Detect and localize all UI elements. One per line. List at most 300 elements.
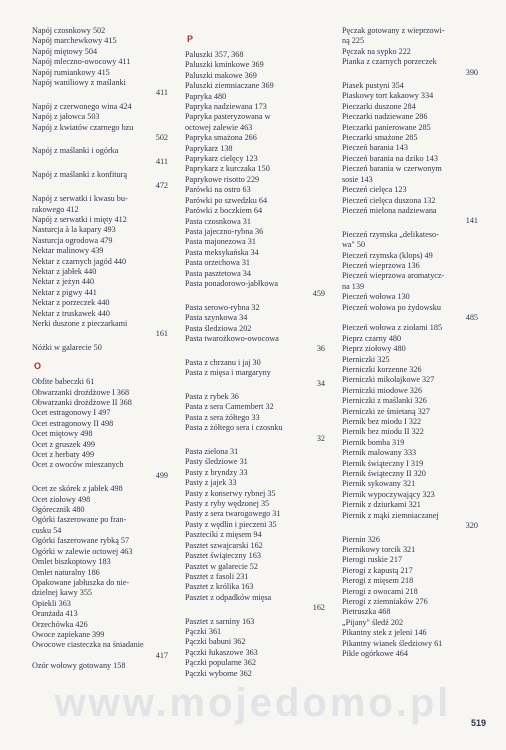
index-entry [185,358,325,368]
page-number: 519 [470,718,486,728]
index-entry [185,237,325,247]
index-entry [185,60,325,70]
index-entry-text: Paluszki ziemniaczane 369 [185,81,274,91]
index-entry [185,112,325,133]
index-entry-text: Pieczeń barania 143 [342,143,408,153]
index-entry [32,36,168,46]
index-entry [32,377,168,387]
index-entry [185,144,325,154]
index-entry [185,92,325,102]
index-entry-text: Pierniczki z maślanki 326 [342,396,427,406]
index-entry [342,47,478,57]
index-entry-page: 411 [156,88,168,98]
index-entry-text: Omlet naturalny 186 [32,567,100,577]
index-entry-text: Pierogi z ziemniaków 276 [342,596,428,606]
index-entry-text: Pasta z mięsa i margaryny [185,368,271,378]
section-letter: O [34,361,42,372]
index-entry-text: Owocowe ciasteczka na śniadanie [32,640,144,650]
index-entry [32,578,168,599]
index-entry-text: Pianka z czarnych porzeczek [342,57,437,67]
index-entry [342,355,478,365]
index-entry-text: Pikle ogórkowe 464 [342,648,408,658]
index-entry [185,457,325,467]
index-entry [32,620,168,630]
index-entry [185,413,325,423]
index-entry-text: Pasztet z odpadków mięsa [185,592,272,602]
index-entry-text: Pieczarki duszone 284 [342,101,416,111]
index-entry [32,68,168,78]
index-entry-text: Orzechówka 426 [32,619,88,629]
index-entry [185,627,325,637]
index-entry-text: Ogórki faszerowane rybką 57 [32,536,130,546]
index-entry-text: Piernik sykowany 321 [342,479,416,489]
index-entry [342,587,478,597]
index-entry-text: Nerki duszone z pieczarkami [32,318,128,328]
index-entry [342,459,478,469]
index-entry-text: Napój z kwiatów czarnego bzu [32,122,134,132]
index-entry-text: Pasty śledziowe 31 [185,457,248,467]
index-entry-text: Pasztet świąteczny 163 [185,551,261,561]
index-entry [185,593,325,603]
index-entry-text: Pasty z jajek 33 [185,478,237,488]
index-entry-text: Piernik z dziurkami 321 [342,500,421,510]
index-entry [342,649,478,659]
index-entry-page: 472 [155,180,168,190]
index-entry-text: Piernik bez miodu II 322 [342,427,424,437]
index-entry-text: Pasta z żółtego sera i czosnku [185,423,283,433]
index-entry [32,484,168,494]
index-entry [185,368,325,378]
index-entry-page: 502 [155,133,168,143]
index-entry-text: Paluszki 357, 368 [185,50,244,59]
index-entry-text: Papryka 480 [185,91,227,101]
index-column-2 [185,26,325,679]
index-entry [342,607,478,617]
index-entry-text: Paprykarz z kurczaka 150 [185,164,270,174]
index-entry-text: Pieczeń barania w czerwonym sosie 143 [342,164,442,184]
index-entry [32,450,168,460]
index-entry [32,288,168,298]
index-entry-text: Pączki babuni 362 [185,637,246,647]
index-entry [32,609,168,619]
index-entry [342,407,478,417]
index-entry-text: Ocet ziołowy 498 [32,494,91,504]
index-entry-text: Pierogi z mięsem 218 [342,576,414,586]
index-entry-page: 162 [312,603,325,613]
index-entry-text: Piasek pustyni 354 [342,81,404,91]
index-entry [342,185,478,195]
index-entry-text: Pączki popularne 362 [185,658,256,668]
index-entry-text: Pieczeń mielona nadziewana [342,205,437,215]
index-entry-text: Napój z jałowca 503 [32,112,100,122]
index-entry [32,267,168,277]
index-entry-page: 390 [465,67,478,77]
index-entry-text: Pietruszka 468 [342,607,391,617]
index-entry-text: Napój waniliowy z maślanki [32,78,126,88]
index-entry-page: 459 [312,289,325,299]
index-entry [342,576,478,586]
index-entry-text: Parówki po szwedzku 64 [185,195,268,205]
index-entry [342,91,478,101]
index-entry-text: Opakowane jabłuszka do nie- dzielnej kawy 355 [32,577,130,598]
index-entry-page: 34 [316,378,325,388]
index-entry [32,460,168,470]
index-entry [32,557,168,567]
index-entry-text: Napój z serwatki i mięty 412 [32,214,127,224]
index-entry-text: Ocet z herbaty 499 [32,450,95,460]
index-entry [342,292,478,302]
index-entry [342,323,478,333]
index-entry-text: Pasty z wędlin i pieczeni 35 [185,519,277,529]
index-entry [185,658,325,668]
index-entry [342,535,478,545]
index-entry [32,246,168,256]
index-entry-text: Piernik wypoczywający 323 [342,489,435,499]
index-entry [342,479,478,489]
index-entry [185,423,325,433]
index-entry [185,217,325,227]
index-entry [185,617,325,627]
index-entry-text: Nasturcja ogrodowa 479 [32,235,113,245]
index-entry [342,230,478,251]
index-entry [185,164,325,174]
index-entry [342,469,478,479]
index-entry-text: Pasta twarożkowo-owocowa [185,333,279,343]
index-entry-text: Pierniczki miodowe 326 [342,385,423,395]
index-entry-text: Nasturcja à la kapary 493 [32,225,116,235]
index-entry-page: 320 [465,521,478,531]
index-entry-text: Napój miętowy 504 [32,46,98,56]
index-entry-text: Pieczeń rzymska „delikateso- wa" 50 [342,229,439,250]
index-entry [342,448,478,458]
index-entry-text: Pierniczki ze śmietaną 327 [342,406,430,416]
index-entry-text: Pierogi ruskie 217 [342,555,403,565]
index-entry-text: Piernin 326 [342,534,380,544]
index-entry-text: Ogórki faszerowane po fran- cusku 54 [32,515,127,535]
index-entry [185,81,325,91]
index-entry [342,57,478,67]
index-entry-text: Pasta serowo-rybna 32 [185,302,260,312]
index-entry-text: Parówki na ostro 63 [185,185,251,195]
index-entry-text: Pasta z rybek 36 [185,392,239,401]
index-entry [342,555,478,565]
index-entry-text: „Pijany" śledź 202 [342,617,404,627]
index-entry [32,536,168,546]
index-entry [32,388,168,398]
index-entry-text: Napój z maślanki i ogórka [32,146,119,156]
index-entry-text: Pasztet szwajcarski 162 [185,540,263,550]
index-entry [185,392,325,402]
index-entry-text: Pasta meksykańska 34 [185,247,259,257]
index-entry-page: 32 [316,433,325,443]
index-entry [185,648,325,658]
index-entry-text: Pikantny wianek śledziowy 61 [342,638,443,648]
index-entry-text: Napój mleczno-owocowy 411 [32,57,131,67]
index-entry [342,271,478,292]
index-entry [32,257,168,267]
index-entry-text: Pasty z sera twarogowego 31 [185,509,281,519]
index-entry [185,562,325,572]
index-entry [342,365,478,375]
index-entry [32,343,168,353]
index-entry [342,618,478,628]
index-entry [342,123,478,133]
index-entry-text: Pasztet z królika 163 [185,582,254,592]
index-entry [185,269,325,279]
index-entry-text: Pieprz czarny 480 [342,333,402,343]
index-entry-text: Pieczeń wołowa po żydowsku [342,302,441,312]
index-entry [185,227,325,237]
index-entry-text: Pasztet z sarniny 163 [185,616,255,626]
index-entry [185,334,325,344]
index-entry-text: Opiekli 363 [32,598,71,608]
index-entry-page: 411 [156,156,168,166]
index-entry [342,639,478,649]
index-entry [32,505,168,515]
index-entry-text: Pasta z chrzanu i jaj 30 [185,357,261,367]
index-entry [185,637,325,647]
index-entry-text: Pasta pasztetowa 34 [185,268,251,278]
index-entry [342,427,478,437]
index-entry [342,628,478,638]
index-entry-text: Pasty z ryby wędzonej 35 [185,499,270,509]
index-entry-text: Pieczeń wieprzowa 136 [342,260,420,270]
index-entry [342,261,478,271]
index-entry [185,313,325,323]
index-entry-text: Ocet ze skórek z jabłek 498 [32,484,123,494]
index-entry-text: Pęczak na sypko 222 [342,46,411,56]
index-entry [185,133,325,143]
index-entry-text: Paprykarz cielęcy 123 [185,154,258,164]
index-entry-text: Pasztet w galarecie 52 [185,561,258,571]
index-entry [342,344,478,354]
index-entry-text: Pasta z sera żółtego 33 [185,412,260,422]
index-entry [32,515,168,536]
index-entry-text: Pieczeń wołowa 130 [342,292,410,302]
index-entry [342,545,478,555]
index-entry-text: Omlet biszkoptowy 183 [32,557,111,567]
index-entry [185,541,325,551]
watermark: www.mojedomo.pl [54,681,452,725]
index-entry-text: Pieczeń barania na dziko 143 [342,153,438,163]
index-entry-text: Napój marchewkowy 415 [32,36,117,46]
index-entry [32,57,168,67]
index-entry-text: Piernik bez miodu I 322 [342,417,422,427]
index-entry [342,164,478,185]
index-entry-text: Pęczak gotowany z wieprzowi- ną 225 [342,26,445,46]
index-entry [342,490,478,500]
index-column-1 [32,26,168,672]
index-entry-text: Parówki z boczkiem 64 [185,206,263,216]
index-entry-text: Ozór wołowy gotowany 158 [32,661,126,671]
index-entry-text: Papryka nadziewana 173 [185,102,267,112]
index-entry-text: Paprykarz 138 [185,143,233,153]
index-entry [342,396,478,406]
index-entry [185,154,325,164]
index-entry-text: Nektar z jeżyn 440 [32,277,95,287]
index-entry-text: Pasta zielona 31 [185,447,239,457]
index-entry-text: Nektar z truskawek 440 [32,308,110,318]
index-entry [342,112,478,122]
index-entry [342,206,478,216]
index-entry [342,500,478,510]
index-entry-text: Oranżada 413 [32,609,78,619]
index-entry-text: Owoce zapiekane 399 [32,629,105,639]
index-entry-text: Ogórecznik 480 [32,505,85,515]
index-entry [185,551,325,561]
index-entry-text: Pieczarki panierowane 285 [342,122,431,132]
index-entry [185,478,325,488]
index-entry [342,196,478,206]
index-entry [185,258,325,268]
index-entry [32,102,168,112]
index-entry [32,319,168,329]
index-entry [32,440,168,450]
index-entry [185,489,325,499]
index-entry [342,566,478,576]
index-entry-text: Ocet estragonowy II 498 [32,418,114,428]
index-entry-text: Pasta szynkowa 34 [185,313,248,323]
index-entry [185,185,325,195]
index-entry-text: Napój rumiankowy 415 [32,67,110,77]
index-entry-text: Paszteciki z mięsem 94 [185,530,262,540]
index-entry [32,277,168,287]
index-entry-page: 36 [316,344,325,354]
index-entry-text: Pączki łukaszowe 363 [185,647,258,657]
index-entry [32,429,168,439]
index-entry [32,408,168,418]
index-entry [185,509,325,519]
index-entry-text: Papryka smażona 266 [185,133,257,143]
index-entry [32,599,168,609]
index-entry [32,419,168,429]
index-entry-text: Napój z czerwonego wina 424 [32,101,132,111]
index-entry-text: Nóżki w galarecie 50 [32,342,102,352]
index-entry [185,669,325,679]
index-entry [342,511,478,521]
index-entry [342,154,478,164]
index-entry [185,206,325,216]
index-entry [185,303,325,313]
index-entry-text: Pierniczki korzenne 326 [342,365,422,374]
index-entry-page: 485 [465,312,478,322]
index-entry-text: Obfite babeczki 61 [32,377,95,387]
index-entry [185,175,325,185]
index-entry [185,468,325,478]
index-entry-text: Paprykowe risotto 229 [185,174,260,184]
index-entry-text: Pieczarki smażone 285 [342,133,418,143]
index-entry [342,597,478,607]
index-entry [32,146,168,156]
index-entry-text: Pierniczki 325 [342,354,390,364]
index-entry-text: Pasty z bryndzy 33 [185,467,248,477]
index-entry-page: 499 [155,470,168,480]
index-entry [32,640,168,650]
index-entry-text: Piernik świąteczny II 320 [342,469,426,479]
index-entry-text: Pieczeń cielęca duszona 132 [342,195,436,205]
index-entry [342,26,478,47]
index-entry [185,324,325,334]
index-entry [342,417,478,427]
index-entry-text: Ocet estragonowy I 497 [32,408,111,418]
index-entry [32,309,168,319]
index-entry-text: Pasta jajeczno-rybna 36 [185,226,264,236]
index-entry-text: Pasta orzechowa 31 [185,258,251,268]
index-entry-text: Pieczarki nadziewane 286 [342,112,428,122]
index-entry-text: Nektar z pigwy 441 [32,287,97,297]
index-entry [32,236,168,246]
index-entry [185,530,325,540]
index-entry-text: Papryka pasteryzowana w octowej zalewie 463 [185,112,271,132]
index-entry [342,251,478,261]
index-entry-text: Pączki 361 [185,626,222,636]
index-entry-text: Napój z serwatki i kwasu bu- rakowego 412 [32,194,128,214]
index-entry [185,50,325,60]
index-entry [342,133,478,143]
index-entry [32,568,168,578]
index-entry [32,661,168,671]
index-entry [342,438,478,448]
index-entry [32,495,168,505]
index-entry [342,386,478,396]
index-entry [32,298,168,308]
index-entry [32,194,168,215]
index-entry-text: Piernik świąteczny I 319 [342,458,424,468]
index-entry [185,248,325,258]
index-entry-text: Pierniczki mikołajkowe 327 [342,375,435,385]
index-entry-text: Pierogi z owocami 218 [342,586,418,596]
index-entry-text: Piernikowy torcik 321 [342,544,416,554]
index-entry-text: Pasta z sera Camembert 32 [185,402,274,412]
index-entry-text: Pieczeń wieprzowa aromatycz- na 139 [342,271,445,291]
index-entry-text: Napój czosnkowy 502 [32,26,106,35]
index-entry-text: Piernik malowany 333 [342,448,417,458]
index-entry-text: Pikantny stek z jeleni 146 [342,628,427,638]
index-entry-text: Pieczeń cielęca 123 [342,185,407,195]
index-entry [32,112,168,122]
index-entry [342,303,478,313]
index-entry-text: Pasty z konserwy rybnej 35 [185,488,276,498]
index-entry-text: Piernik bomba 319 [342,437,405,447]
index-entry [185,582,325,592]
index-column-3 [342,26,478,659]
index-entry [342,334,478,344]
index-entry-text: Ogórki w zalewie octowej 463 [32,546,133,556]
index-entry-text: Paluszki kminkowe 369 [185,60,264,70]
index-entry-text: Ocet miętowy 498 [32,429,93,439]
index-entry [185,102,325,112]
index-entry [185,196,325,206]
index-entry-page: 141 [465,216,478,226]
index-entry-text: Pieczeń rzymska (klops) 49 [342,250,433,260]
index-entry [32,26,168,36]
index-entry-text: Paluszki makowe 369 [185,70,257,80]
index-entry-text: Pasta czosnkowa 31 [185,216,251,226]
index-entry [32,225,168,235]
index-entry [185,572,325,582]
index-entry [32,170,168,180]
index-entry [342,375,478,385]
index-entry-text: Nektar z jabłek 440 [32,266,97,276]
index-entry-text: Nektar z czarnych jagód 440 [32,256,127,266]
index-entry-text: Pasta majonezowa 31 [185,237,256,247]
index-entry-page: 161 [155,329,168,339]
section-letter: P [187,34,194,44]
index-entry-text: Napój z maślanki z konfiturą [32,170,128,180]
index-entry [32,78,168,88]
index-entry [342,143,478,153]
index-entry-text: Ocet z owoców mieszanych [32,460,124,470]
